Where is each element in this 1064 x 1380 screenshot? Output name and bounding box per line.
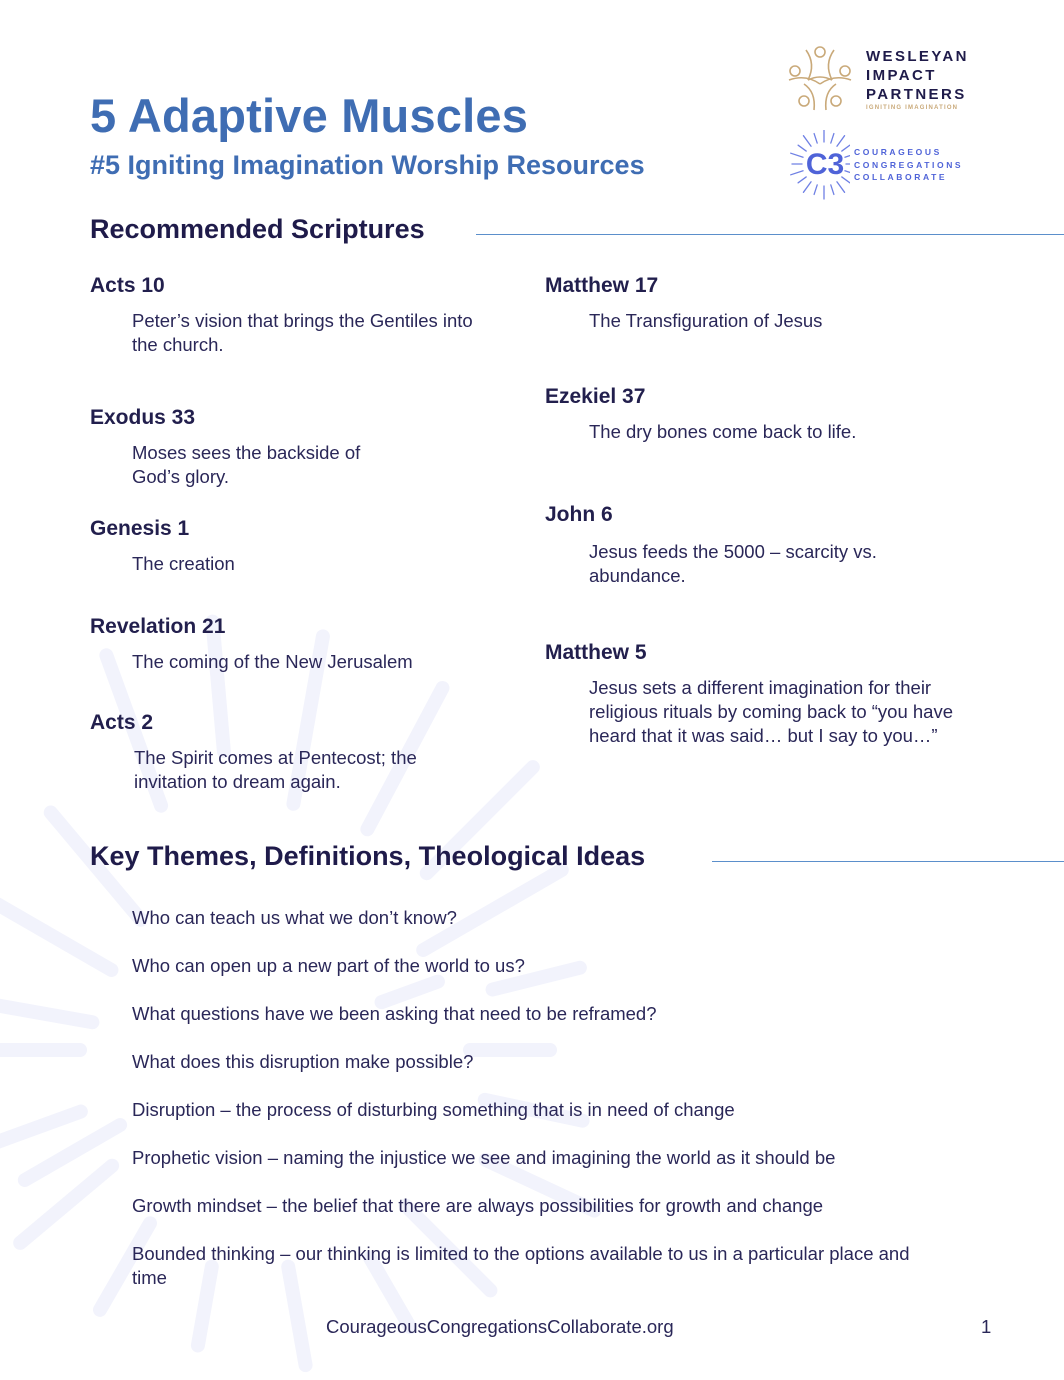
c3-line-1: COURAGEOUS	[854, 147, 942, 157]
page-title: 5 Adaptive Muscles	[90, 89, 529, 142]
scripture-desc: The Transfiguration of Jesus	[589, 310, 823, 331]
c3-ray	[814, 185, 817, 195]
scriptures-divider	[476, 234, 1064, 235]
scripture-ref: Acts 10	[90, 274, 165, 297]
c3-ray	[845, 171, 850, 175]
scripture-desc: Jesus sets a different imagination for their religious rituals by coming back to “you have heard that it was said… but I say to you…”	[589, 677, 954, 746]
scripture-ref: Matthew 5	[545, 641, 647, 664]
page-subtitle: #5 Igniting Imagination Worship Resources	[90, 150, 645, 180]
themes-heading: Key Themes, Definitions, Theological Ideas	[90, 841, 646, 871]
background-ray	[382, 982, 438, 1003]
c3-ray	[803, 182, 811, 193]
theme-item: Disruption – the process of disturbing something that is in need of change	[132, 1099, 735, 1120]
wesleyan-impact-partners-wordmark	[866, 47, 969, 111]
background-ray	[0, 1005, 92, 1022]
scripture-ref: Acts 2	[90, 711, 154, 734]
theme-item: Prophetic vision – naming the injustice we see and imagining the world as it should be	[132, 1147, 836, 1168]
background-ray	[0, 900, 111, 970]
footer-website-link[interactable]: CourageousCongregationsCollaborate.org	[326, 1316, 674, 1337]
c3-ray	[831, 134, 834, 144]
c3-ray	[831, 185, 834, 195]
scripture-desc: Peter’s vision that brings the Gentiles into the church.	[132, 310, 473, 355]
wesleyan-line-2: IMPACT	[866, 67, 937, 84]
scripture-desc: The coming of the New Jerusalem	[132, 651, 413, 672]
theme-item: Who can teach us what we don’t know?	[132, 907, 457, 928]
scripture-desc: The creation	[132, 553, 235, 574]
scripture-ref: John 6	[545, 503, 613, 526]
wesleyan-impact-partners-emblem-icon	[786, 44, 854, 112]
c3-mark: C3	[805, 148, 845, 181]
c3-ray	[837, 182, 845, 193]
page-number: 1	[981, 1316, 992, 1337]
theme-item: Growth mindset – the belief that there are always possibilities for growth and change	[132, 1195, 824, 1216]
c3-starburst-icon	[778, 130, 850, 200]
c3-ray	[837, 136, 845, 147]
themes-divider	[712, 861, 1064, 862]
scriptures-heading: Recommended Scriptures	[90, 214, 425, 244]
wesleyan-tagline: IGNITING IMAGINATION	[866, 105, 959, 111]
scripture-ref: Revelation 21	[90, 615, 226, 638]
wesleyan-line-3: PARTNERS	[866, 86, 967, 103]
theme-item: Who can open up a new part of the world to us?	[132, 955, 525, 976]
theme-item: What questions have we been asking that need to be reframed?	[132, 1003, 657, 1024]
background-ray	[213, 622, 224, 752]
theme-item: Bounded thinking – our thinking is limited to the options available to us in a particular place and time	[132, 1243, 910, 1288]
c3-ray	[814, 134, 817, 144]
scripture-ref: Ezekiel 37	[545, 385, 646, 408]
theme-item: What does this disruption make possible?	[132, 1051, 474, 1072]
background-ray	[0, 1112, 81, 1153]
c3-wordmark	[854, 146, 963, 184]
scripture-ref: Genesis 1	[90, 517, 190, 540]
c3-ray	[803, 136, 811, 147]
scripture-desc: The Spirit comes at Pentecost; the invitation to dream again.	[134, 747, 417, 792]
scripture-desc: Moses sees the backside of God’s glory.	[132, 442, 361, 487]
c3-ray	[845, 153, 850, 157]
c3-line-2: CONGREGATIONS	[854, 159, 964, 170]
wesleyan-line-1: WESLEYAN	[866, 48, 969, 65]
c3-ray	[791, 171, 803, 175]
c3-ray	[791, 153, 803, 157]
c3-line-3: COLLABORATE	[854, 172, 948, 182]
scripture-desc: The dry bones come back to life.	[589, 421, 857, 442]
scripture-ref: Matthew 17	[545, 274, 659, 297]
scripture-ref: Exodus 33	[90, 406, 196, 429]
scripture-desc: Jesus feeds the 5000 – scarcity vs. abundance.	[589, 541, 877, 586]
